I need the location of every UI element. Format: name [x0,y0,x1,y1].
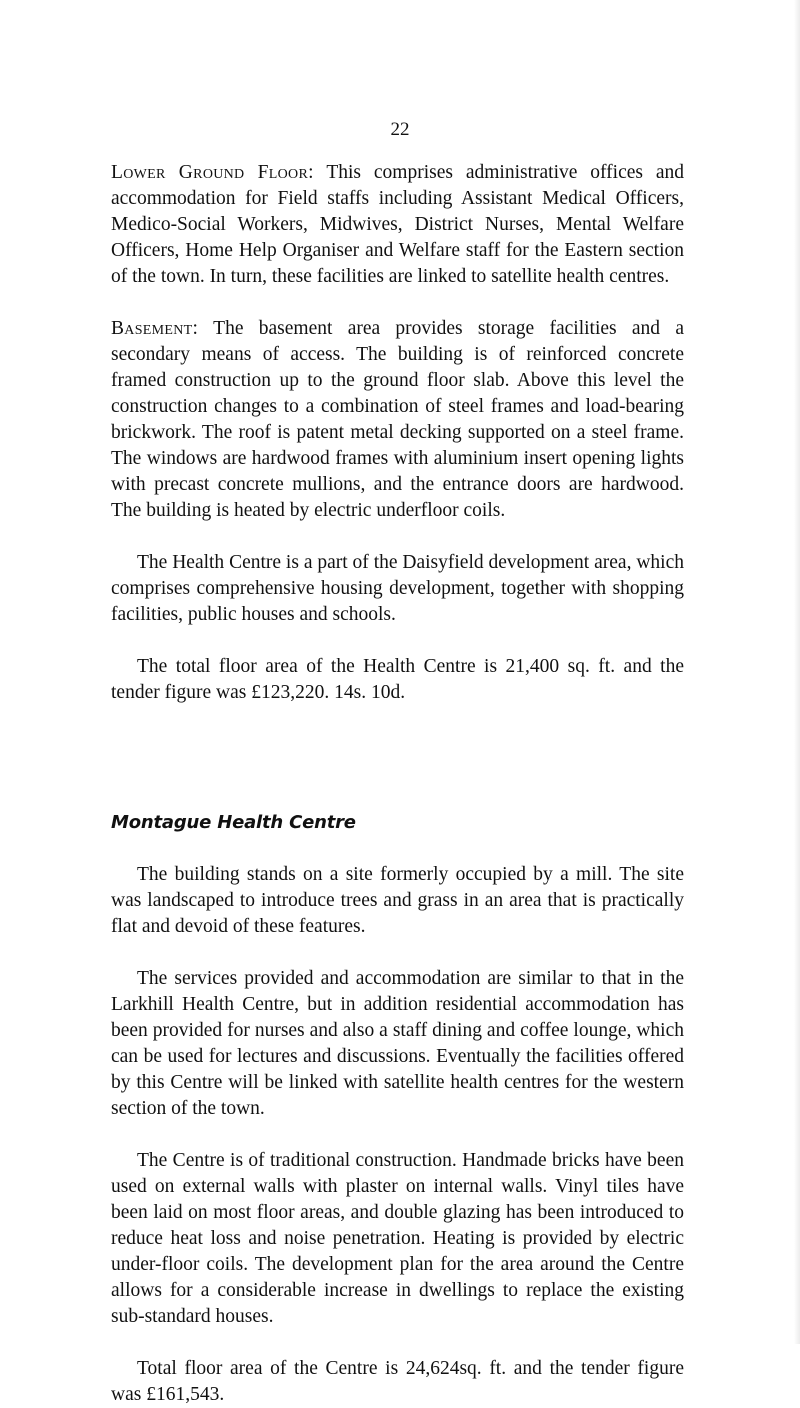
body-text [111,160,684,1408]
page-edge-shadow [794,0,800,1344]
paragraph-gap [111,524,684,550]
paragraph-gap [111,290,684,316]
paragraph-gap [111,1122,684,1148]
section-gap [111,706,684,810]
lower-ground-floor-paragraph [111,160,684,290]
montague-site-paragraph: The building stands on a site formerly occupied by a mill. The site was landscaped to introduce trees and grass in an area that is practically flat and devoid of these features. [111,864,684,937]
paragraph-gap [111,836,684,862]
paragraph-gap [111,940,684,966]
montague-floor-area-paragraph: Total floor area of the Centre is 24,624sq. ft. and the tender figure was £161,543. [111,1358,684,1405]
lower-ground-floor-lead: Lower Ground Floor: [111,162,314,183]
basement-lead: Basement: [111,318,199,339]
montague-services-paragraph: The services provided and accommodation are similar to that in the Larkhill Health Centre, but in addition residential accommodation has been provided for nurses and also a staff dining and coffee lounge, which can be used for lectures and discussions. Eventually the facilities offered by this Centre will be linked with satellite health centres for the western section of the town. [111,968,684,1119]
basement-text: The basement area provides storage facilities and a secondary means of access. The building is of reinforced concrete framed construction up to the ground floor slab. Above this level the construction changes to a combination of steel frames and load-bearing brickwork. The roof is patent metal decking supported on a steel frame. The windows are hardwood frames with aluminium insert opening lights with precast concrete mullions, and the entrance doors are hardwood. The building is heated by electric underfloor coils. [111,318,684,521]
paragraph-gap [111,1330,684,1356]
montague-heading: Montague Health Centre [111,812,356,833]
basement-paragraph [111,316,684,524]
paragraph-gap [111,628,684,654]
larkhill-floor-area-paragraph: The total floor area of the Health Centre is 21,400 sq. ft. and the tender figure was £123,220. 14s. 10d. [111,656,684,703]
lower-ground-floor-text: This comprises administrative offices and accommodation for Field staffs including Assistant Medical Officers, Medico-Social Workers, Midwives, District Nurses, Mental Welfare Officers, Home Help Organiser and Welfare staff for the Eastern section of the town. In turn, these facilities are linked to satellite health centres. [111,162,685,287]
daisyfield-paragraph: The Health Centre is a part of the Daisyfield development area, which comprises comprehensive housing development, together with shopping facilities, public houses and schools. [111,552,684,625]
page-number: 22 [390,119,410,140]
montague-construction-paragraph: The Centre is of traditional construction. Handmade bricks have been used on external walls with plaster on internal walls. Vinyl tiles have been laid on most floor areas, and double glazing has been introduced to reduce heat loss and noise penetration. Heating is provided by electric under-floor coils. The development plan for the area around the Centre allows for a considerable increase in dwellings to replace the existing sub-standard houses. [111,1150,684,1327]
